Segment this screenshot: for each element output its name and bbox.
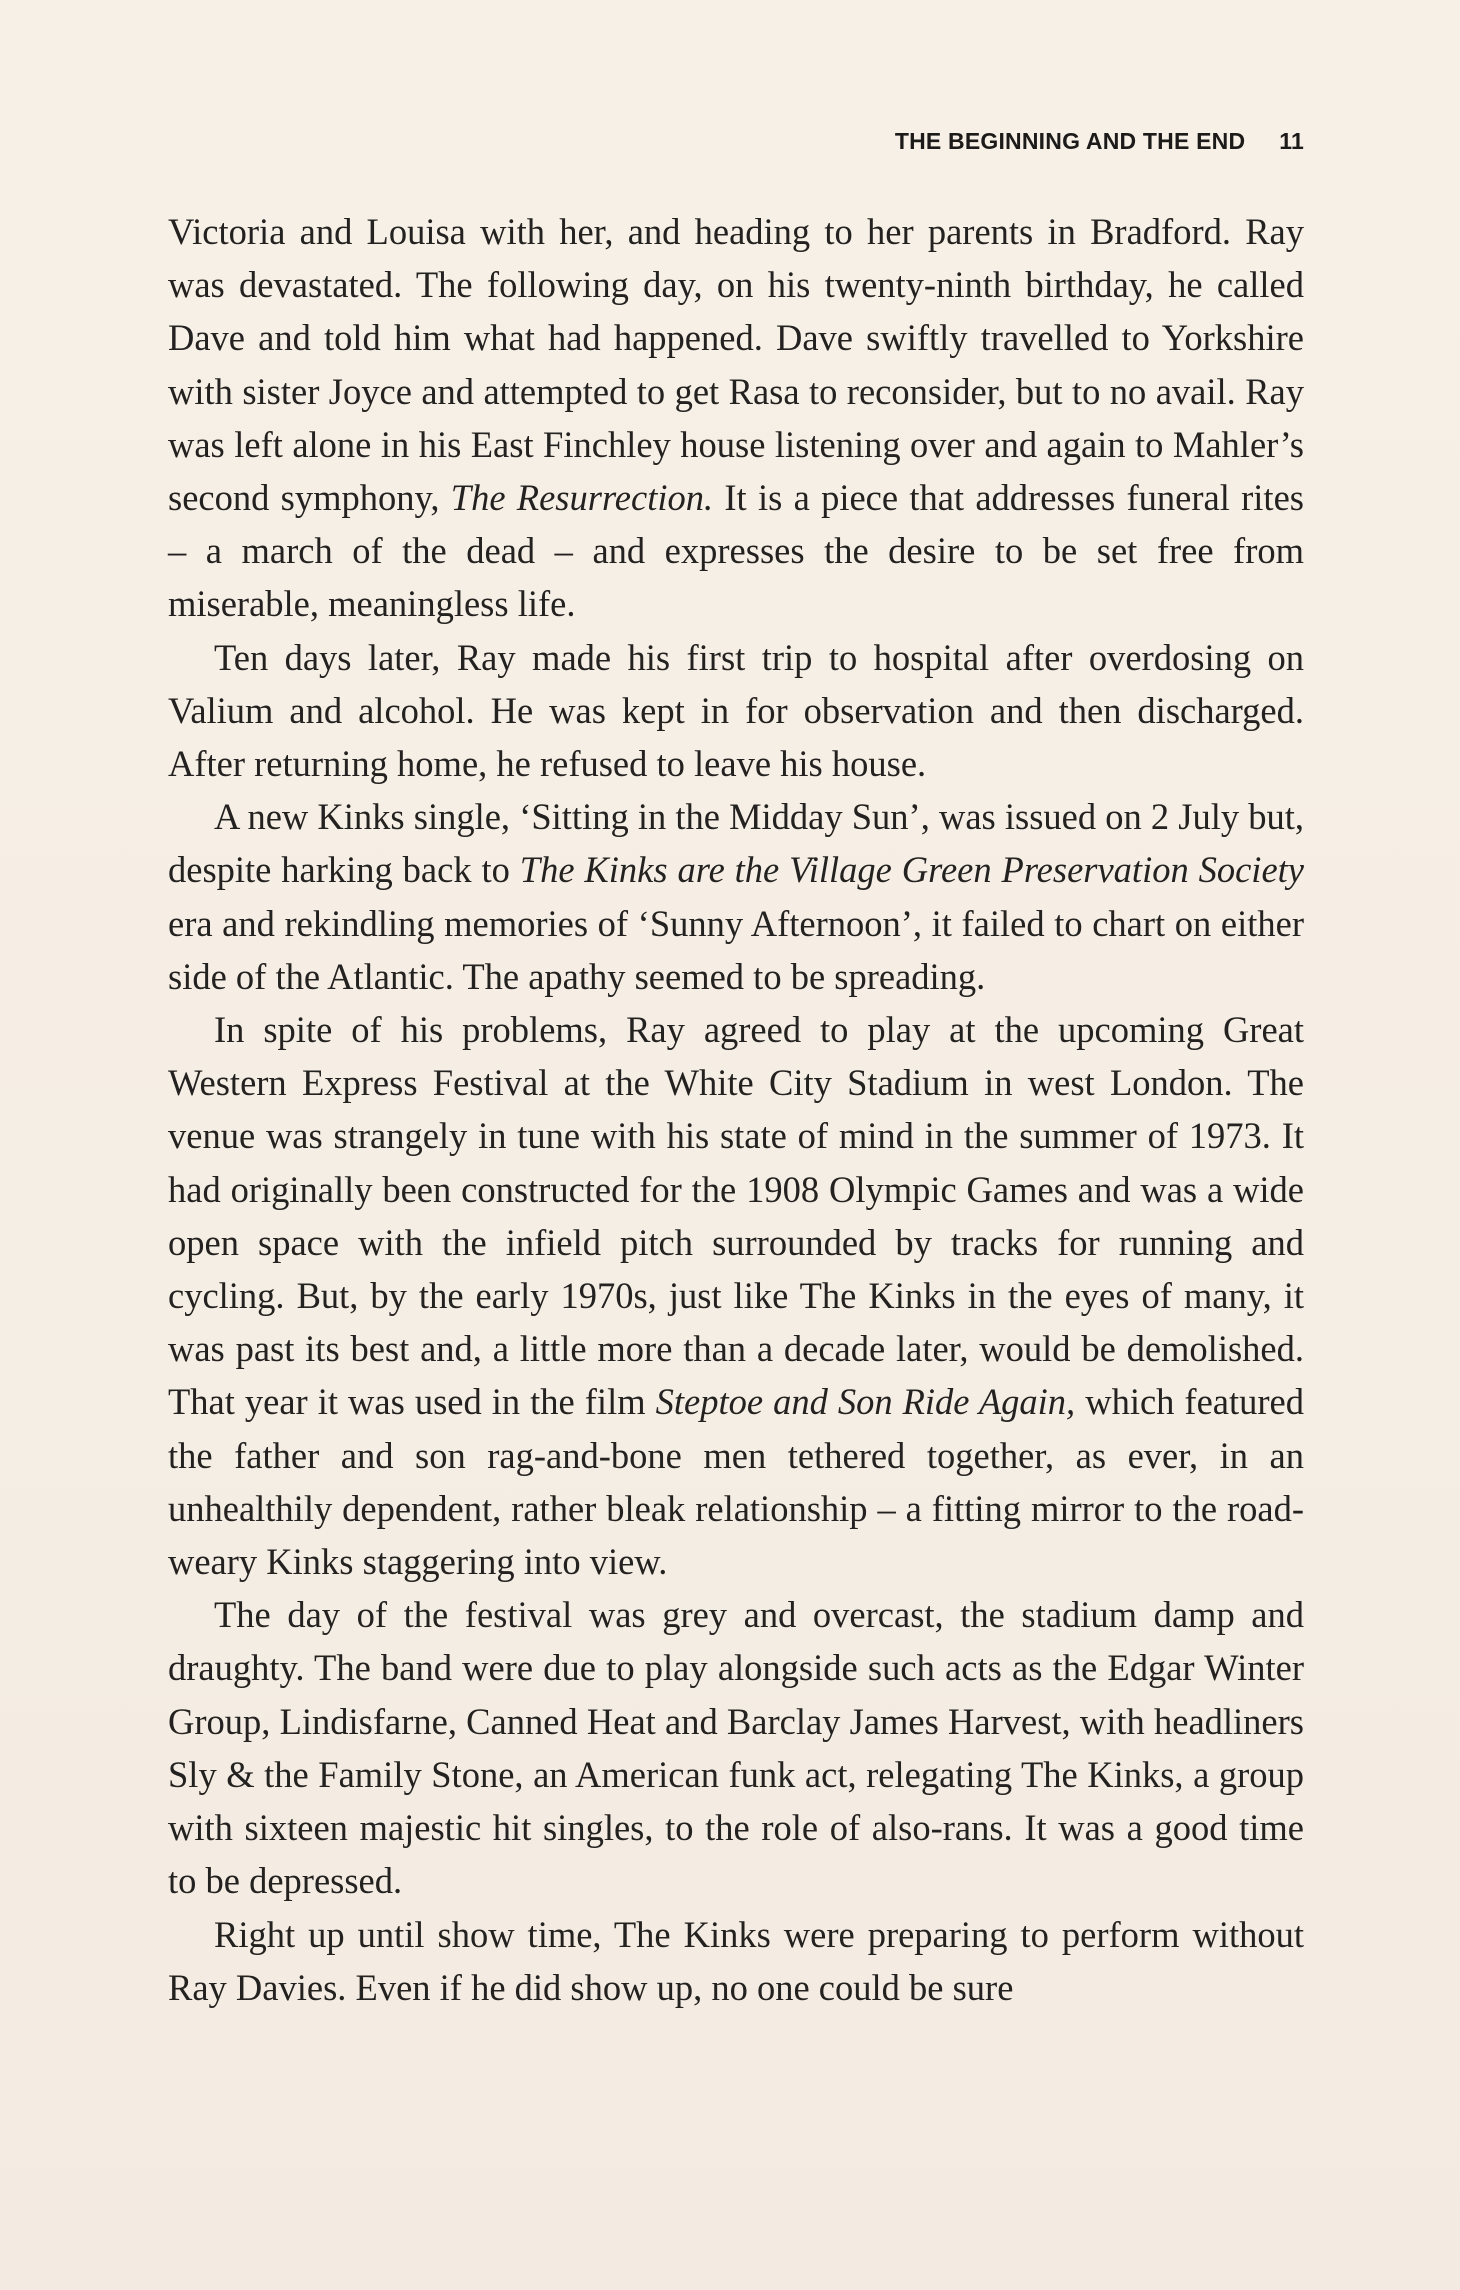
text-run: The day of the festival was grey and overcast, the stadium damp and draughty. The band were due to play alongside such acts as the Edgar Winter Group, Lindisfarne, Canned Heat and Barclay James Harvest, with headliners Sly & the Family Stone, an American funk act, relegating The Kinks, a group with sixteen majestic hit singles, to the role of also-rans. It was a good time to be depressed. — [168, 1594, 1304, 1902]
chapter-title: THE BEGINNING AND THE END — [894, 128, 1246, 154]
text-run: which featured the father and son rag-and-bone men tethered together, as ever, in an unhealthily dependent, rather bleak relationship – a fitting mirror to the road-weary Kinks staggering into view. — [168, 1381, 1304, 1583]
paragraph-3 — [168, 790, 1304, 1003]
italic-title: The Resurrection. — [450, 477, 714, 519]
paragraph-2 — [168, 631, 1304, 791]
italic-title: Steptoe and Son Ride Again, — [655, 1381, 1076, 1423]
paragraph-6 — [168, 1908, 1304, 2014]
paragraph-5 — [168, 1588, 1304, 1907]
text-run: Right up until show time, The Kinks were preparing to perform without Ray Davies. Even if he did show up, no one could be sure — [168, 1913, 1304, 2008]
text-run: era and rekindling memories of ‘Sunny Afternoon’, it failed to chart on either side of the Atlantic. The apathy seemed to be spreading. — [168, 902, 1304, 997]
text-run: In spite of his problems, Ray agreed to play at the upcoming Great Western Express Festival at the White City Stadium in west London. The venue was strangely in tune with his state of mind in the summer of 1973. It had originally been constructed for the 1908 Olympic Games and was a wide open space with the infield pitch surrounded by tracks for running and cycling. But, by the early 1970s, just like The Kinks in the eyes of many, it was past its best and, a little more than a decade later, would be demolished. That year it was used in the film — [168, 1009, 1304, 1423]
body-text — [168, 205, 1304, 2014]
text-run: It is a piece that addresses funeral rites – a march of the dead – and expresses the desire to be set free from miserable, meaningless life. — [168, 477, 1304, 625]
paragraph-4 — [168, 1003, 1304, 1588]
page-number: 11 — [1279, 128, 1304, 154]
text-run: Victoria and Louisa with her, and heading to her parents in Bradford. Ray was devastated. The following day, on his twenty-ninth birthday, he called Dave and told him what had happened. Dave swiftly travelled to Yorkshire with sister Joyce and attempted to get Rasa to reconsider, but to no avail. Ray was left alone in his East Finchley house listening over and again to Mahler’s second symphony, — [168, 211, 1304, 519]
text-run: Ten days later, Ray made his first trip to hospital after overdosing on Valium and alcohol. He was kept in for observation and then discharged. After returning home, he refused to leave his house. — [168, 636, 1304, 785]
running-head — [168, 128, 1304, 155]
text-run: A new Kinks single, ‘Sitting in the Midday Sun’, was issued on 2 July but, despite harking back to — [168, 796, 1304, 891]
italic-title: The Kinks are the Village Green Preservation Society — [519, 849, 1304, 891]
paragraph-1 — [168, 205, 1304, 631]
